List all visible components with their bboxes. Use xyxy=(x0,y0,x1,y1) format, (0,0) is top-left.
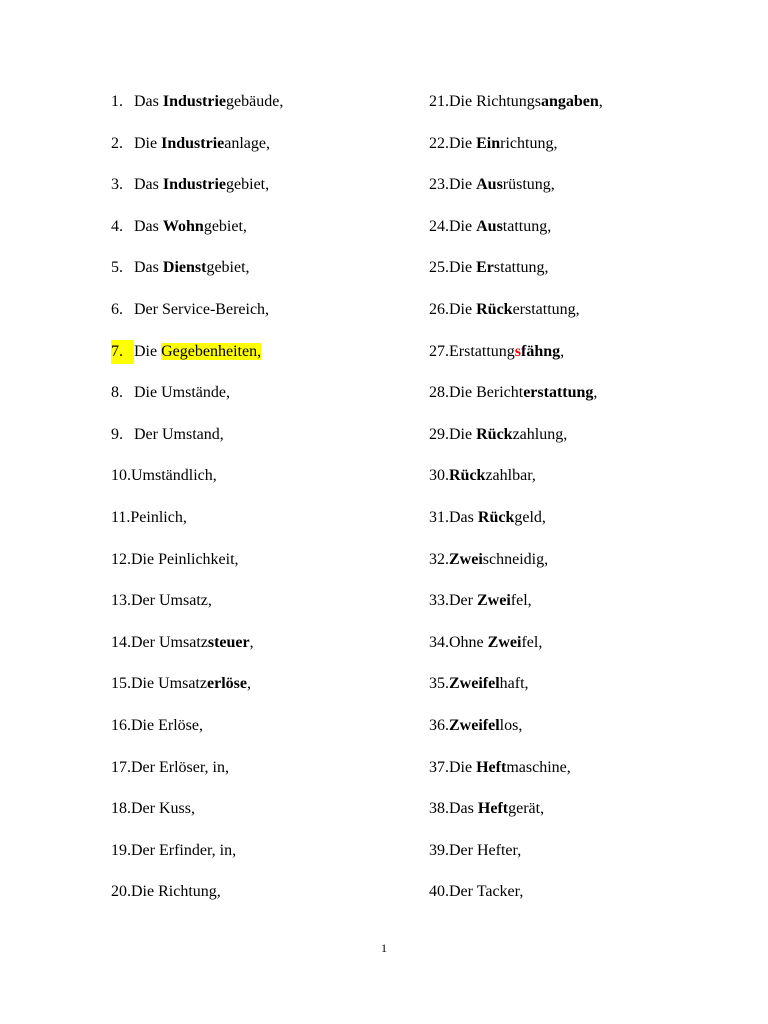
list-item xyxy=(429,340,603,382)
bold-segment: erstattung xyxy=(523,384,594,402)
list-item-text xyxy=(449,464,536,488)
text-segment: Der xyxy=(449,592,477,610)
list-item-text xyxy=(134,298,269,322)
list-item-number: 4. xyxy=(111,217,123,235)
text-segment: zahlung, xyxy=(512,425,568,443)
text-segment: gerät, xyxy=(508,800,545,818)
bold-segment: Aus xyxy=(476,176,503,194)
list-item xyxy=(111,256,283,298)
list-item-number: 25. xyxy=(429,259,449,277)
list-item xyxy=(111,589,283,631)
list-item xyxy=(111,631,283,673)
list-item-number: 40. xyxy=(429,883,449,901)
list-item-number: 35. xyxy=(429,675,449,693)
list-item-text xyxy=(449,756,571,780)
list-item xyxy=(111,714,283,756)
text-segment: , xyxy=(246,675,251,693)
text-segment: Der Erlöser, in, xyxy=(131,758,229,776)
text-segment: zahlbar, xyxy=(485,467,536,485)
list-item-number: 2. xyxy=(111,134,123,152)
list-item-text xyxy=(449,589,532,613)
list-item-number: 34. xyxy=(429,633,449,651)
text-segment: , xyxy=(593,384,598,402)
list-item-number: 17. xyxy=(111,758,131,776)
bold-segment: Zwei xyxy=(487,633,522,651)
bold-segment: Zweifel xyxy=(449,716,500,734)
text-segment: Die xyxy=(449,259,477,277)
list-item xyxy=(429,839,603,881)
list-item xyxy=(429,256,603,298)
text-segment: schneidig, xyxy=(482,550,549,568)
list-item-number: 32. xyxy=(429,550,449,568)
list-item-number: 26. xyxy=(429,300,449,318)
text-segment: Das xyxy=(134,176,163,194)
list-item-number: 15. xyxy=(111,675,131,693)
list-item-number: 36. xyxy=(429,716,449,734)
list-item-text xyxy=(131,464,217,488)
list-item-text xyxy=(449,340,564,364)
text-segment: Der Service-Bereich, xyxy=(134,300,270,318)
list-item-text xyxy=(134,381,230,405)
bold-segment: Ein xyxy=(476,134,501,152)
list-item xyxy=(111,298,283,340)
list-item xyxy=(111,464,283,506)
list-item xyxy=(111,506,283,548)
list-item-text xyxy=(131,839,236,863)
text-segment: geld, xyxy=(514,508,546,526)
list-item-text xyxy=(134,132,270,156)
list-item-text xyxy=(134,423,224,447)
list-item xyxy=(111,548,283,590)
text-segment: Der Umsatz, xyxy=(131,592,212,610)
bold-segment: Aus xyxy=(476,217,503,235)
text-segment: gebiet, xyxy=(226,176,270,194)
text-segment: stattung, xyxy=(493,259,549,277)
text-segment: Der Umsatz xyxy=(131,633,208,651)
list-item-number: 21. xyxy=(429,93,449,110)
bold-segment: Dienst xyxy=(162,259,207,277)
list-item-number: 28. xyxy=(429,384,449,402)
text-segment: Das xyxy=(449,800,478,818)
list-item-text xyxy=(449,548,548,572)
text-segment: Der Erfinder, in, xyxy=(131,841,237,859)
list-item xyxy=(111,423,283,465)
text-segment: tattung, xyxy=(502,217,552,235)
highlighted-segment: Gegebenheiten, xyxy=(161,342,262,360)
text-segment: Die xyxy=(449,300,477,318)
text-segment: Die xyxy=(449,758,477,776)
list-item xyxy=(429,880,603,922)
bold-segment: Rück xyxy=(476,425,513,443)
bold-segment: Rück xyxy=(449,467,486,485)
text-segment: Die xyxy=(134,134,162,152)
text-segment: Der Hefter, xyxy=(449,841,522,859)
list-item xyxy=(429,173,603,215)
bold-segment: Rück xyxy=(476,300,513,318)
list-item-number: 8. xyxy=(111,384,123,402)
list-item xyxy=(111,90,283,132)
bold-segment: Er xyxy=(476,259,494,277)
list-item-text xyxy=(449,839,521,863)
list-item-text xyxy=(449,631,542,655)
list-item xyxy=(429,464,603,506)
list-item-text xyxy=(134,173,269,197)
list-item-number: 3. xyxy=(111,176,123,194)
list-item xyxy=(429,631,603,673)
bold-segment: Zwei xyxy=(449,550,483,568)
text-segment: , xyxy=(560,342,565,360)
bold-segment: angaben xyxy=(541,93,599,110)
text-segment: Umständlich, xyxy=(131,467,217,485)
list-item-number: 31. xyxy=(429,508,449,526)
text-segment: Der Tacker, xyxy=(449,883,524,901)
text-segment: , xyxy=(598,93,603,110)
list-item-number: 27. xyxy=(429,342,449,360)
list-item xyxy=(429,423,603,465)
text-segment: Die Erlöse, xyxy=(131,716,203,734)
list-item-text xyxy=(131,756,229,780)
list-item xyxy=(429,132,603,174)
list-item-number: 22. xyxy=(429,134,449,152)
list-item-number: 1. xyxy=(111,93,123,110)
list-item-text xyxy=(131,548,239,572)
text-segment: Das xyxy=(449,508,478,526)
list-item-text xyxy=(449,423,567,447)
text-segment: Die xyxy=(449,425,477,443)
text-segment: Die xyxy=(449,176,477,194)
text-segment: Die xyxy=(449,217,477,235)
list-item-number: 9. xyxy=(111,425,123,443)
list-item-text xyxy=(449,298,580,322)
text-segment: Das xyxy=(134,217,163,235)
list-item xyxy=(111,215,283,257)
list-item-text xyxy=(131,631,254,655)
text-segment: Ohne xyxy=(449,633,488,651)
list-item-text xyxy=(449,173,555,197)
list-item-number: 14. xyxy=(111,633,131,651)
text-segment: Die Umstände, xyxy=(134,384,230,402)
text-segment: Der Umstand, xyxy=(134,425,224,443)
text-segment: Die Richtungs xyxy=(449,93,541,110)
text-segment: haft, xyxy=(499,675,529,693)
list-item-text xyxy=(134,340,261,364)
text-segment: anlage, xyxy=(224,134,270,152)
list-item xyxy=(429,506,603,548)
list-item xyxy=(429,298,603,340)
text-segment: Die xyxy=(134,342,162,360)
list-item-text xyxy=(130,506,186,530)
vocab-list-right xyxy=(429,90,603,922)
list-item xyxy=(111,756,283,798)
text-segment: maschine, xyxy=(506,758,571,776)
list-item-text xyxy=(131,880,221,904)
list-item-number: 12. xyxy=(111,550,131,568)
text-segment: rüstung, xyxy=(502,176,555,194)
text-segment: Die Richtung, xyxy=(131,883,221,901)
list-item xyxy=(111,132,283,174)
red-letter: s xyxy=(514,342,521,360)
list-item-text xyxy=(449,506,546,530)
list-item-number: 18. xyxy=(111,800,131,818)
list-item-number: 29. xyxy=(429,425,449,443)
list-item-text xyxy=(449,672,529,696)
list-item-text xyxy=(131,714,203,738)
text-segment: los, xyxy=(499,716,523,734)
list-item-number: 37. xyxy=(429,758,449,776)
list-item xyxy=(429,215,603,257)
list-item-number: 6. xyxy=(111,300,123,318)
bold-segment: Heft xyxy=(477,800,509,818)
list-item xyxy=(429,548,603,590)
text-segment: Das xyxy=(134,93,163,110)
list-item-text xyxy=(134,90,283,114)
text-segment: Die Umsatz xyxy=(131,675,207,693)
list-item-text xyxy=(449,381,597,405)
list-item-number: 33. xyxy=(429,592,449,610)
list-item xyxy=(429,381,603,423)
text-segment: Peinlich, xyxy=(130,508,187,526)
list-item xyxy=(111,672,283,714)
list-item xyxy=(429,589,603,631)
list-item xyxy=(111,880,283,922)
text-segment: erstattung, xyxy=(512,300,580,318)
list-item-text xyxy=(449,132,557,156)
bold-segment: Zweifel xyxy=(449,675,500,693)
list-item-number: 5. xyxy=(111,259,123,277)
list-item-text xyxy=(449,256,549,280)
text-segment: richtung, xyxy=(500,134,558,152)
text-segment: Der Kuss, xyxy=(131,800,195,818)
text-segment: fel, xyxy=(510,592,532,610)
text-segment: Erstattung xyxy=(449,342,515,360)
bold-segment: Industrie xyxy=(162,176,227,194)
text-segment: Die xyxy=(449,134,477,152)
text-segment: Das xyxy=(134,259,163,277)
list-item-text xyxy=(449,90,603,114)
list-item-number: 23. xyxy=(429,176,449,194)
list-item xyxy=(429,672,603,714)
list-item xyxy=(429,797,603,839)
bold-segment: erlöse xyxy=(206,675,247,693)
list-item xyxy=(111,797,283,839)
vocab-list-left xyxy=(111,90,283,922)
bold-segment: Heft xyxy=(476,758,507,776)
text-segment: gebäude, xyxy=(226,93,284,110)
list-item-text xyxy=(134,256,250,280)
bold-segment: steuer xyxy=(207,633,250,651)
list-item-text xyxy=(449,215,551,239)
bold-segment: fähng xyxy=(521,342,561,360)
list-item-number: 20. xyxy=(111,883,131,901)
list-item-text xyxy=(131,797,195,821)
list-item-number: 7. xyxy=(111,340,134,364)
text-segment: , xyxy=(249,633,254,651)
list-item xyxy=(111,839,283,881)
list-item-text xyxy=(449,880,523,904)
list-item xyxy=(111,173,283,215)
text-segment: Die Peinlichkeit, xyxy=(131,550,239,568)
text-segment: fel, xyxy=(521,633,543,651)
list-item-text xyxy=(134,215,247,239)
bold-segment: Industrie xyxy=(161,134,225,152)
bold-segment: Industrie xyxy=(162,93,227,110)
text-segment: Die Bericht xyxy=(449,384,524,402)
list-item-text xyxy=(131,672,251,696)
bold-segment: Wohn xyxy=(162,217,204,235)
bold-segment: Zwei xyxy=(476,592,511,610)
list-item-number: 30. xyxy=(429,467,449,485)
list-item-number: 16. xyxy=(111,716,131,734)
list-item xyxy=(429,756,603,798)
list-item-text xyxy=(131,589,212,613)
text-segment: gebiet, xyxy=(206,259,250,277)
list-item-number: 10. xyxy=(111,467,131,485)
list-item xyxy=(429,90,603,132)
list-item-number: 24. xyxy=(429,217,449,235)
list-item-text xyxy=(449,714,522,738)
list-item-number: 19. xyxy=(111,841,131,859)
list-item xyxy=(111,340,283,382)
list-item-number: 11. xyxy=(111,508,131,526)
list-item xyxy=(429,714,603,756)
text-segment: gebiet, xyxy=(203,217,247,235)
list-item-text xyxy=(449,797,544,821)
list-item xyxy=(111,381,283,423)
bold-segment: Rück xyxy=(477,508,515,526)
page-number: 1 xyxy=(381,941,387,955)
list-item-number: 38. xyxy=(429,800,449,818)
list-item-number: 39. xyxy=(429,841,449,859)
list-item-number: 13. xyxy=(111,592,131,610)
